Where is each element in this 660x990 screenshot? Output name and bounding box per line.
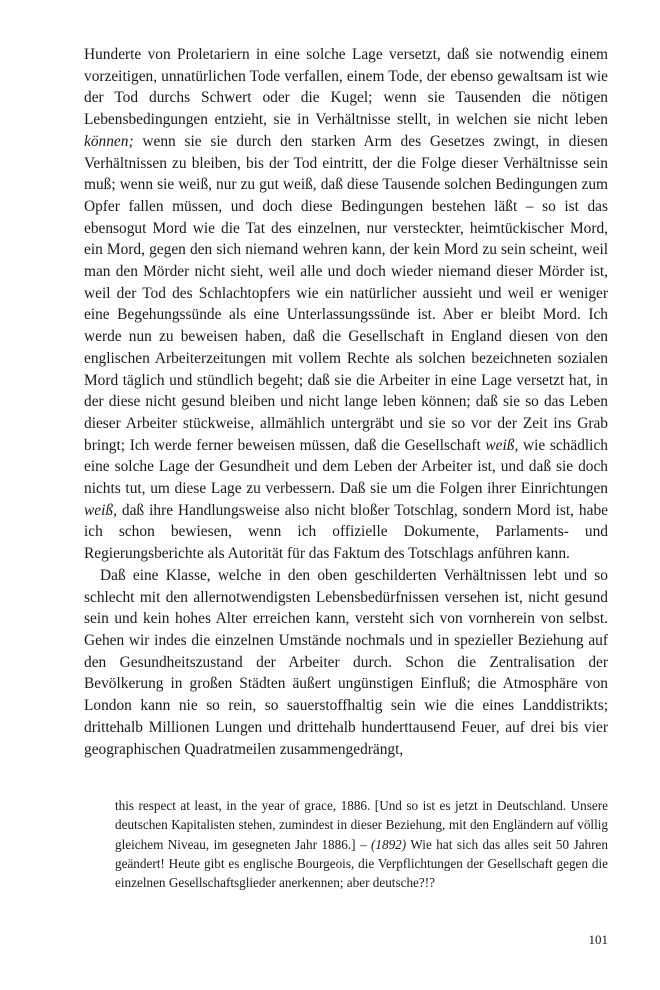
- text-run: Hunderte von Proletariern in eine solche Lage versetzt, daß sie notwendig einem vorzeitigen, unnatürlichen Tode verfallen, einem Tode, der ebenso gewaltsam ist wie der Tod durchs Schwert oder die Kugel; wenn sie Tausenden die nötigen Lebensbedingungen entzieht, sie in Verhältnisse stellt, in welchen sie nicht leben: [84, 46, 608, 129]
- text-run: daß ihre Handlungsweise also nicht bloßer Totschlag, sondern Mord ist, habe ich schon bewiesen, wenn ich offizielle Dokumente, Parlaments- und Regierungsberichte als Autorität für das Faktum des Totschlags anführen kann.: [84, 501, 608, 563]
- text-run: this respect at least, in the year of grace, 1886. [Und so ist es jetzt in Deutschland. Unsere deutschen Kapitalisten stehen, zumindest in dieser Beziehung, mit den Engländern auf völlig gleichem Niveau, im gesegneten Jahr 1886.] –: [115, 798, 608, 852]
- text-run: wie schädlich eine solche Lage der Gesundheit und dem Leben der Arbeiter ist, und daß sie doch nichts tut, um diese Lage zu verbessern. Daß sie um die Folgen ihrer Einrichtungen: [84, 436, 608, 498]
- text-run: wenn sie sie durch den starken Arm des Gesetzes zwingt, in diesen Verhältnissen zu bleiben, bis der Tod eintritt, der die Folge dieser Verhältnisse sein muß; wenn sie weiß, nur zu gut weiß, daß diese Tausende solchen Bedingungen zum Opfer fallen müssen, und doch diese Bedingungen bestehen läßt – so ist das ebensogut Mord wie die Tat des einzelnen, nur versteckter, heimtückischer Mord, ein Mord, gegen den sich niemand wehren kann, der kein Mord zu sein scheint, weil man den Mörder nicht sieht, weil alle und doch wieder niemand dieser Mörder ist, weil der Tod des Schlachtopfers wie ein natürlicher aussieht und weil er weniger eine Begehungssünde als eine Unterlassungssünde ist. Aber er bleibt Mord. Ich werde nun zu beweisen haben, daß die Gesellschaft in England diesen von den englischen Arbeiterzeitungen mit vollem Rechte als solchen bezeichneten sozialen Mord täglich und stündlich begeht; daß sie die Arbeiter in eine Lage versetzt hat, in der diese nicht gesund bleiben und nicht lange leben können; daß sie so das Leben dieser Arbeiter stückweise, allmählich untergräbt und sie so vor der Zeit ins Grab bringt; Ich werde ferner beweisen müssen, daß die Gesellschaft: [84, 132, 608, 454]
- emphasis: können;: [84, 132, 134, 150]
- text-run: Wie hat sich das alles seit 50 Jahren geändert! Heute gibt es englische Bourgeois, die Verpflichtungen der Gesellschaft gegen die einzelnen Gesellschaftsglieder anerkennen; aber deutsche?!?: [115, 836, 608, 891]
- main-text: [84, 44, 608, 760]
- emphasis: weiß,: [485, 436, 519, 454]
- paragraph: [84, 44, 608, 565]
- footnote: [115, 796, 608, 892]
- paragraph: Daß eine Klasse, welche in den oben geschilderten Verhältnissen lebt und so schlecht mit den allernotwendigsten Lebensbedürfnissen versehen ist, nicht gesund sein und kein hohes Alter erreichen kann, versteht sich von vornherein von selbst. Gehen wir indes die einzelnen Umstände nochmals und in spezieller Beziehung auf den Gesundheitszustand der Arbeiter durch. Schon die Zentralisation der Bevölkerung in großen Städten äußert ungünstigen Einfluß; die Atmosphäre von London kann nie so rein, so sauerstoffhaltig sein wie die eines Landdistrikts; drittehalb Millionen Lungen und drittehalb hunderttausend Feuer, auf drei bis vier geographischen Quadratmeilen zusammengedrängt,: [84, 566, 608, 758]
- page-number: 101: [588, 932, 608, 947]
- footnote-year: (1892): [371, 836, 407, 852]
- emphasis: weiß,: [84, 501, 117, 519]
- footnote-text: [115, 796, 608, 892]
